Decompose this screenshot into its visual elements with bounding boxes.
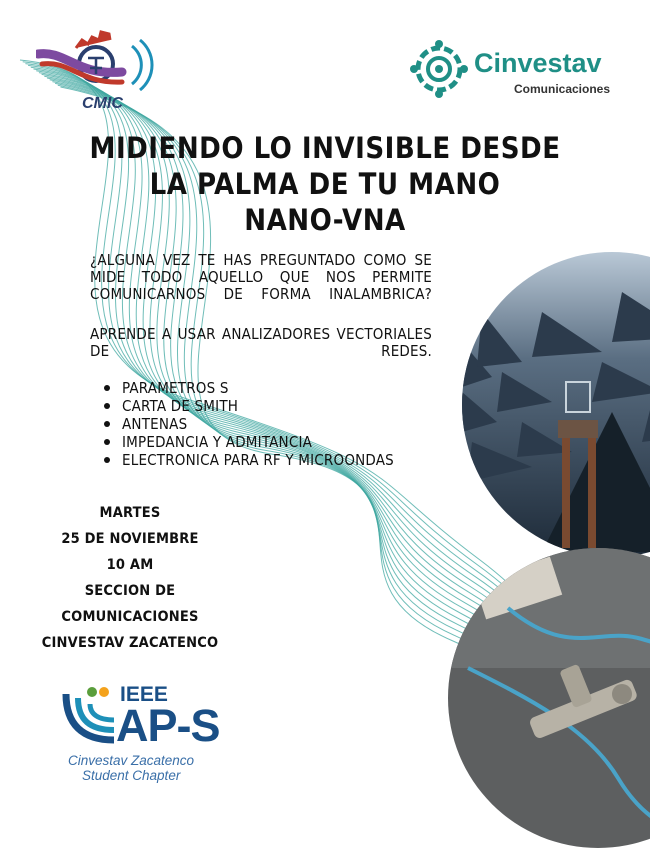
event-place-1: SECCION DE <box>40 578 220 604</box>
list-item: IMPEDANCIA Y ADMITANCIA <box>102 433 394 451</box>
cinvestav-subtitle: Comunicaciones <box>514 82 610 96</box>
ieee-signal-icon <box>62 684 118 744</box>
intro-question: ¿ALGUNA VEZ TE HAS PREGUNTADO COMO SE MIDE TODO AQUELLO QUE NOS PERMITE COMUNICARNOS DE FORMA INALAMBRICA? <box>90 252 432 303</box>
ieee-aps-logo <box>62 678 232 788</box>
event-place-2: COMUNICACIONES <box>40 604 220 630</box>
page-title <box>60 130 590 238</box>
event-date: 25 DE NOVIEMBRE <box>40 526 220 552</box>
cmic-logo <box>36 20 166 120</box>
title-line-3: NANO-VNA <box>60 202 590 238</box>
cinvestav-emblem-icon <box>408 38 470 100</box>
event-info <box>40 500 220 656</box>
ieee-text: IEEE <box>120 683 168 707</box>
event-place-3: CINVESTAV ZACATENCO <box>40 630 220 656</box>
list-item: CARTA DE SMITH <box>102 397 394 415</box>
cinvestav-name: Cinvestav <box>474 48 602 79</box>
aps-text: AP-S <box>116 700 220 752</box>
cinvestav-logo <box>408 38 628 100</box>
list-item: ANTENAS <box>102 415 394 433</box>
svg-text:CMIC: CMIC <box>82 95 123 112</box>
chapter-line-2: Student Chapter <box>82 768 180 783</box>
list-item: ELECTRONICA PARA RF Y MICROONDAS <box>102 451 394 469</box>
event-time: 10 AM <box>40 552 220 578</box>
event-day: MARTES <box>40 500 220 526</box>
learn-text: APRENDE A USAR ANALIZADORES VECTORIALES DE REDES. <box>90 326 432 360</box>
topic-list <box>102 379 394 469</box>
list-item: PARAMETROS S <box>102 379 394 397</box>
cmic-emblem-icon <box>36 20 166 120</box>
title-line-2: LA PALMA DE TU MANO <box>60 166 590 202</box>
title-line-1: MIDIENDO LO INVISIBLE DESDE <box>60 130 590 166</box>
chapter-line-1: Cinvestav Zacatenco <box>68 753 194 768</box>
